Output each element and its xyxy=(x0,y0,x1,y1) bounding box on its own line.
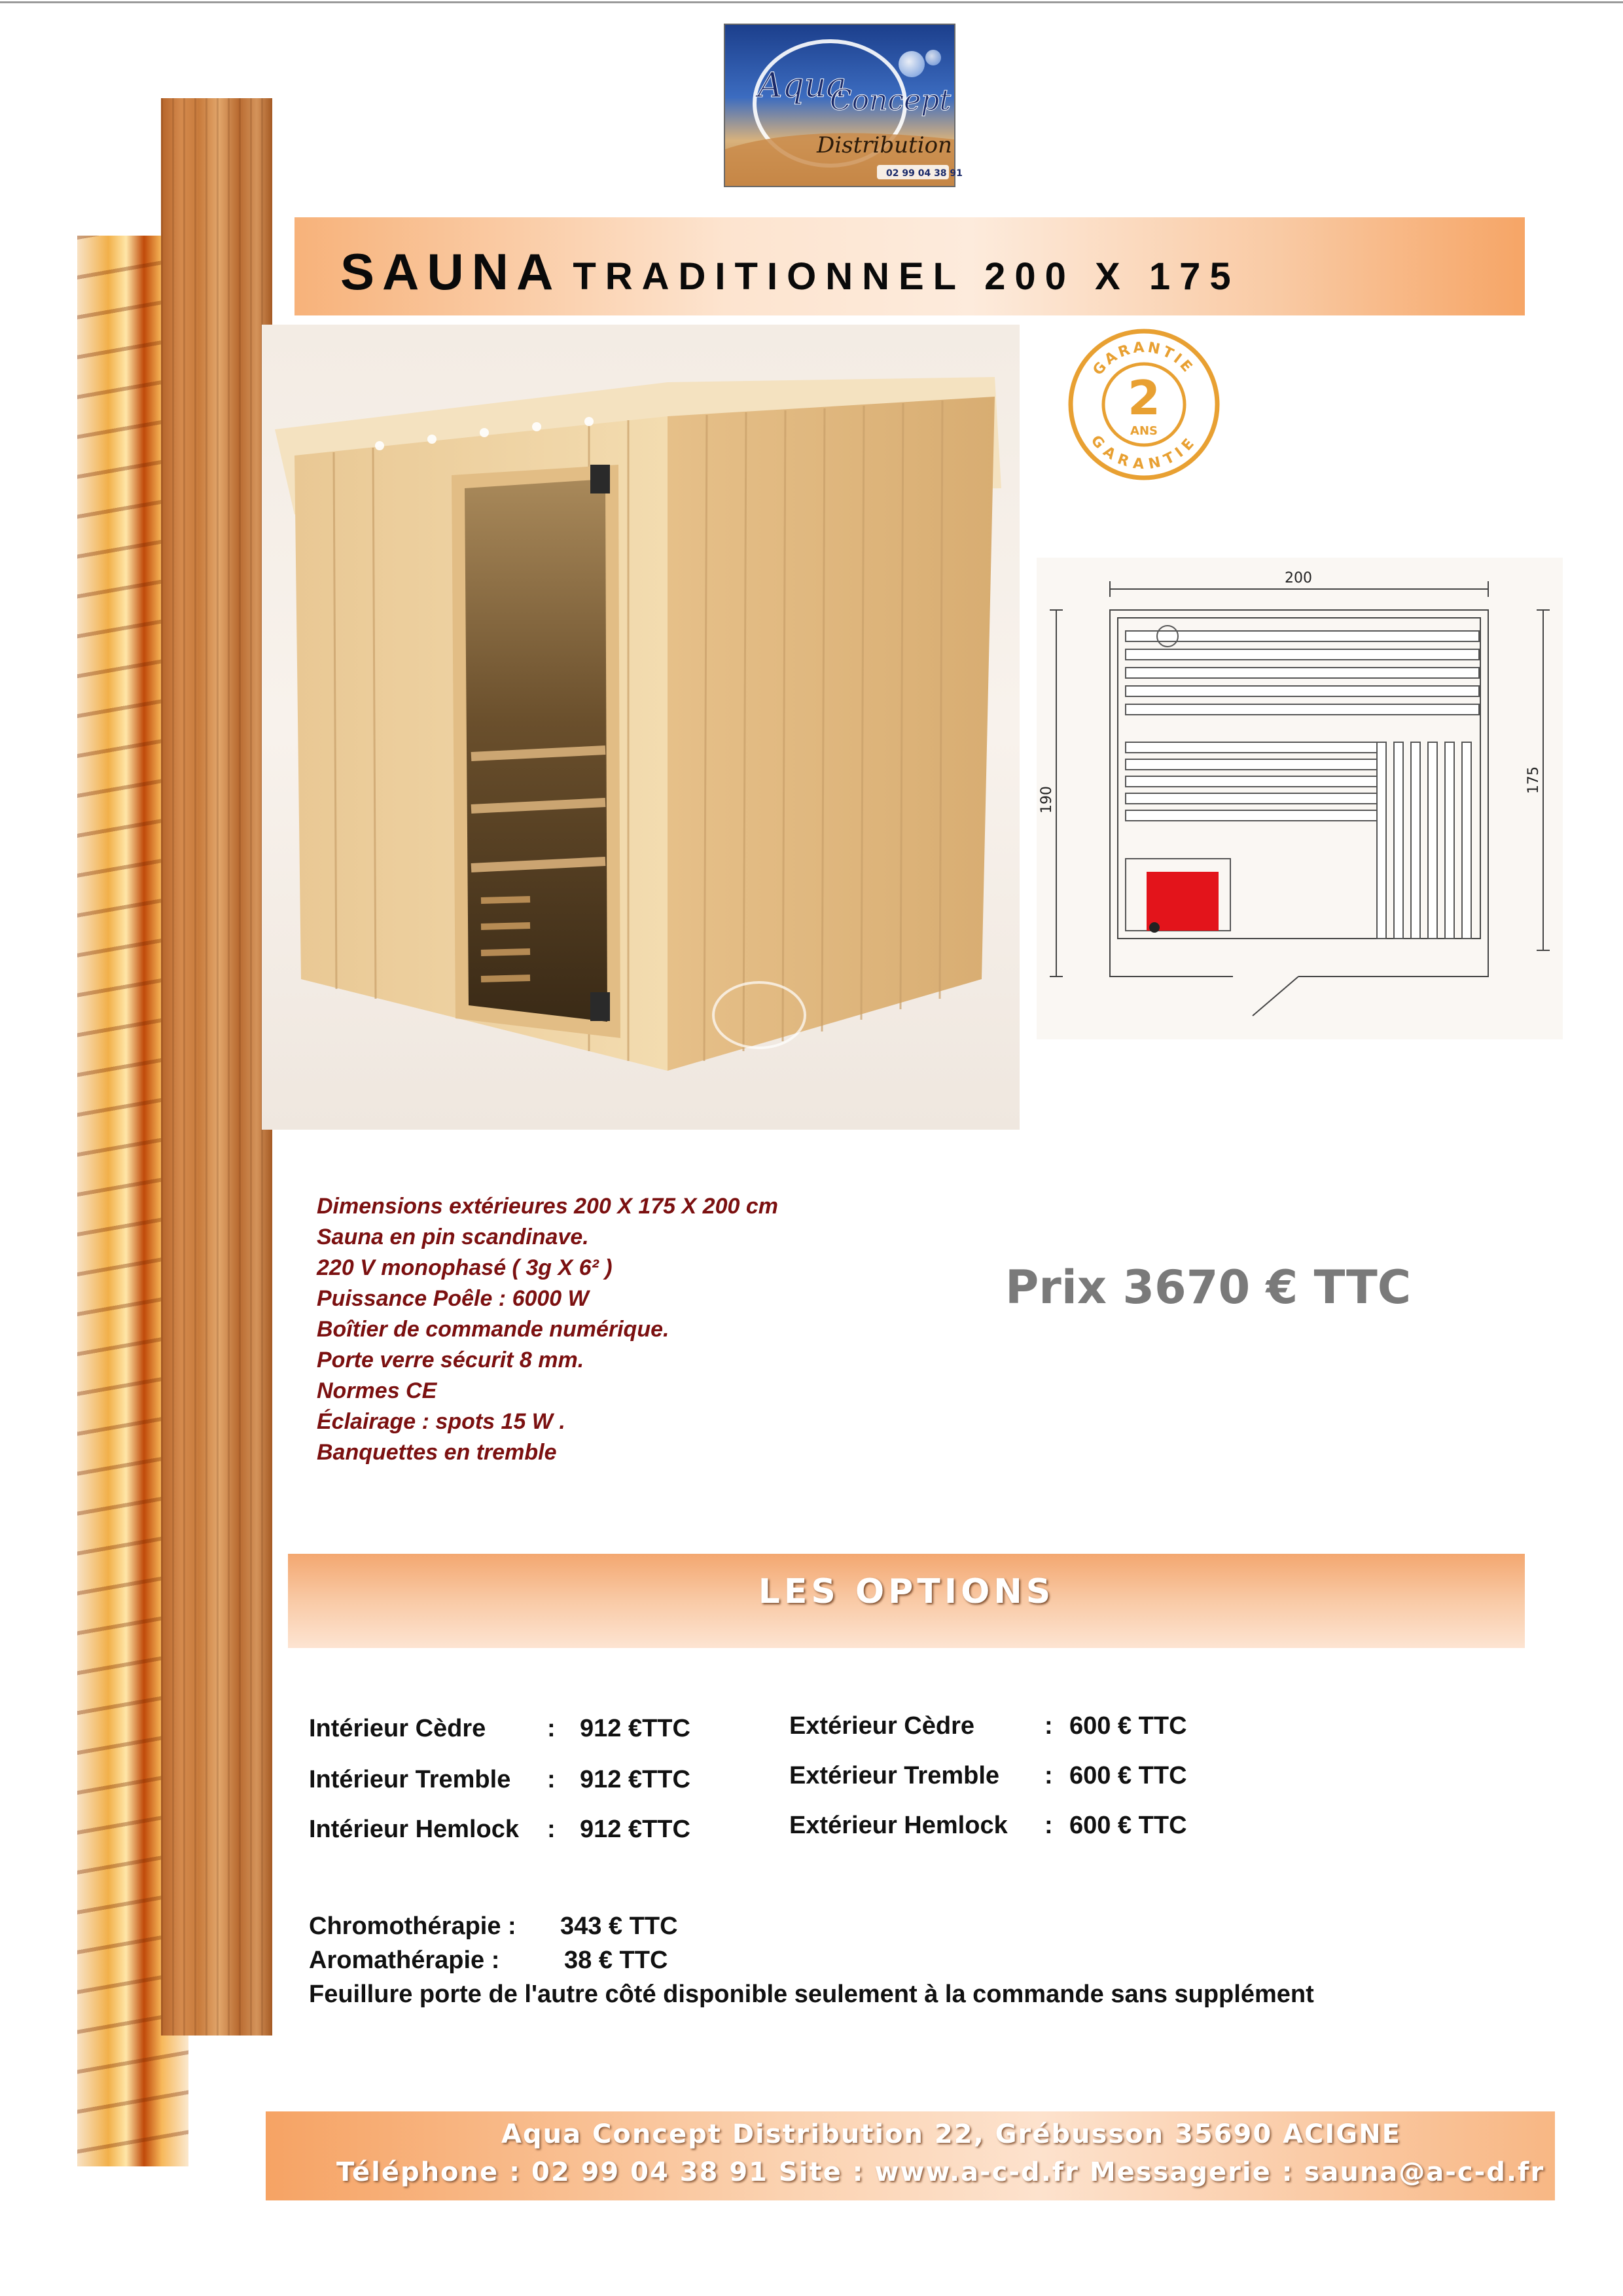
option-interior-name: Intérieur Tremble xyxy=(309,1766,511,1793)
spec-line: Porte verre sécurit 8 mm. xyxy=(317,1348,584,1372)
guarantee-seal xyxy=(1065,326,1222,483)
option-interior-name: Intérieur Cèdre xyxy=(309,1715,486,1742)
sauna-illustration xyxy=(262,325,1020,1130)
guarantee-badge xyxy=(1065,326,1222,483)
option-exterior-price: 600 € TTC xyxy=(1069,1712,1187,1740)
price: Prix 3670 € TTC xyxy=(1005,1261,1412,1314)
page-title xyxy=(340,242,1240,302)
spec-line: Banquettes en tremble xyxy=(317,1440,557,1465)
footer-address: Aqua Concept Distribution 22, Grébusson 35690 ACIGNE xyxy=(501,2119,1401,2149)
floor-plan-drawing xyxy=(1037,558,1563,1039)
plan-left-label: 190 xyxy=(1039,786,1055,814)
option-interior-price: 912 €TTC xyxy=(580,1715,690,1742)
top-rule xyxy=(0,1,1623,3)
company-logo xyxy=(724,24,963,187)
badge-unit: ANS xyxy=(1130,424,1158,438)
spec-line: 220 V monophasé ( 3g X 6² ) xyxy=(317,1255,613,1280)
option-exterior-name: Extérieur Hemlock xyxy=(789,1812,1008,1839)
logo-graphic xyxy=(725,25,963,186)
wood-decoration-strip xyxy=(161,98,272,2036)
option-separator: : xyxy=(1044,1812,1053,1839)
option-exterior-price: 600 € TTC xyxy=(1069,1762,1187,1789)
option-extra-price: 343 € TTC xyxy=(560,1912,678,1940)
option-separator: : xyxy=(1044,1762,1053,1789)
logo-text-concept: Concept xyxy=(830,84,952,117)
option-extra-name: Aromathérapie : xyxy=(309,1946,500,1974)
spec-line: Dimensions extérieures 200 X 175 X 200 cm xyxy=(317,1194,778,1219)
spec-line: Boîtier de commande numérique. xyxy=(317,1317,669,1342)
option-separator: : xyxy=(547,1766,556,1793)
heater-block xyxy=(1147,872,1219,931)
spec-line: Normes CE xyxy=(317,1378,437,1403)
title-main: SAUNA xyxy=(340,243,562,300)
floor-plan xyxy=(1037,558,1563,1039)
option-exterior-price: 600 € TTC xyxy=(1069,1812,1187,1839)
option-extra-name: Chromothérapie : xyxy=(309,1912,516,1940)
spec-line: Sauna en pin scandinave. xyxy=(317,1225,589,1249)
plan-right-label: 175 xyxy=(1525,766,1542,794)
footer-contact: Téléphone : 02 99 04 38 91 Site : www.a-c-d.fr Messagerie : sauna@a-c-d.fr xyxy=(336,2157,1545,2187)
sauna-photo xyxy=(262,325,1020,1130)
badge-top-text: GARANTIE xyxy=(1090,339,1197,379)
logo-text-aqua: Aqua xyxy=(758,66,847,105)
option-interior-name: Intérieur Hemlock xyxy=(309,1816,519,1843)
option-separator: : xyxy=(547,1715,556,1742)
spec-list xyxy=(317,1191,1037,1468)
option-interior-price: 912 €TTC xyxy=(580,1816,690,1843)
spec-line: Puissance Poêle : 6000 W xyxy=(317,1286,589,1311)
title-rest: TRADITIONNEL 200 X 175 xyxy=(573,255,1240,298)
logo-phone: 02 99 04 38 91 xyxy=(886,168,963,179)
option-exterior-name: Extérieur Cèdre xyxy=(789,1712,975,1740)
option-note: Feuillure porte de l'autre côté disponible seulement à la commande sans supplément xyxy=(309,1981,1314,2008)
option-separator: : xyxy=(1044,1712,1053,1740)
option-interior-price: 912 €TTC xyxy=(580,1766,690,1793)
plan-width-label: 200 xyxy=(1285,570,1312,586)
option-extra-price: 38 € TTC xyxy=(564,1946,668,1974)
option-exterior-name: Extérieur Tremble xyxy=(789,1762,1000,1789)
logo-text-distribution: Distribution xyxy=(817,132,952,158)
options-title: LES OPTIONS xyxy=(758,1572,1055,1611)
option-separator: : xyxy=(547,1816,556,1843)
badge-bottom-text: GARANTIE xyxy=(1087,432,1200,473)
badge-number: 2 xyxy=(1127,370,1161,425)
spec-line: Éclairage : spots 15 W . xyxy=(317,1409,565,1434)
